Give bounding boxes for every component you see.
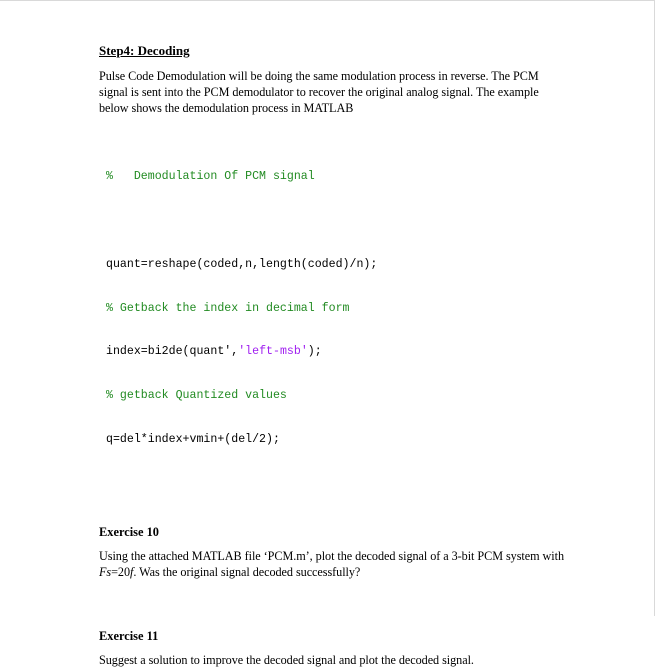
code-string: 'left-msb' [238, 345, 308, 359]
step-title: Step4: Decoding [99, 43, 190, 58]
code-comment-line: % getback Quantized values [106, 389, 287, 403]
code-line-bi2de [106, 345, 569, 360]
code-text: ); [307, 345, 322, 359]
code-line-quantized: q=del*index+vmin+(del/2); [106, 432, 280, 446]
code-comment-line: % Demodulation Of PCM signal [106, 170, 315, 184]
exercise-11-title: Exercise 11 [99, 628, 159, 643]
code-blank-line [106, 214, 569, 229]
code-text: index=bi2de(quant', [106, 345, 239, 359]
matlab-code-block [106, 141, 569, 477]
document-content [99, 43, 569, 668]
exercise-10-text-part1: Using the attached MATLAB file ‘PCM.m’, plot the decoded signal of a 3-bit PCM system with [99, 548, 564, 563]
code-line-reshape: quant=reshape(coded,n,length(coded)/n); [106, 257, 378, 271]
code-comment-line: % Getback the index in decimal form [106, 301, 350, 315]
exercise-10-text [99, 548, 569, 580]
exercise-10-section [99, 524, 569, 580]
exercise-10-text-part2: . Was the original signal decoded successfully? [133, 564, 361, 579]
step-paragraph: Pulse Code Demodulation will be doing the same modulation process in reverse. The PCM signal is sent into the PCM demodulator to recover the original analog signal. The example below shows the demodulation process in MATLAB [99, 69, 539, 115]
exercise-10-title: Exercise 10 [99, 524, 159, 539]
exercise-11-text: Suggest a solution to improve the decoded signal and plot the decoded signal. [99, 652, 474, 667]
page-top-edge [0, 0, 655, 1]
exercise-10-fs: Fs [99, 564, 112, 579]
exercise-10-eq: =20 [111, 564, 131, 579]
exercise-10-f: f [130, 564, 134, 579]
exercise-11-section [99, 628, 569, 668]
